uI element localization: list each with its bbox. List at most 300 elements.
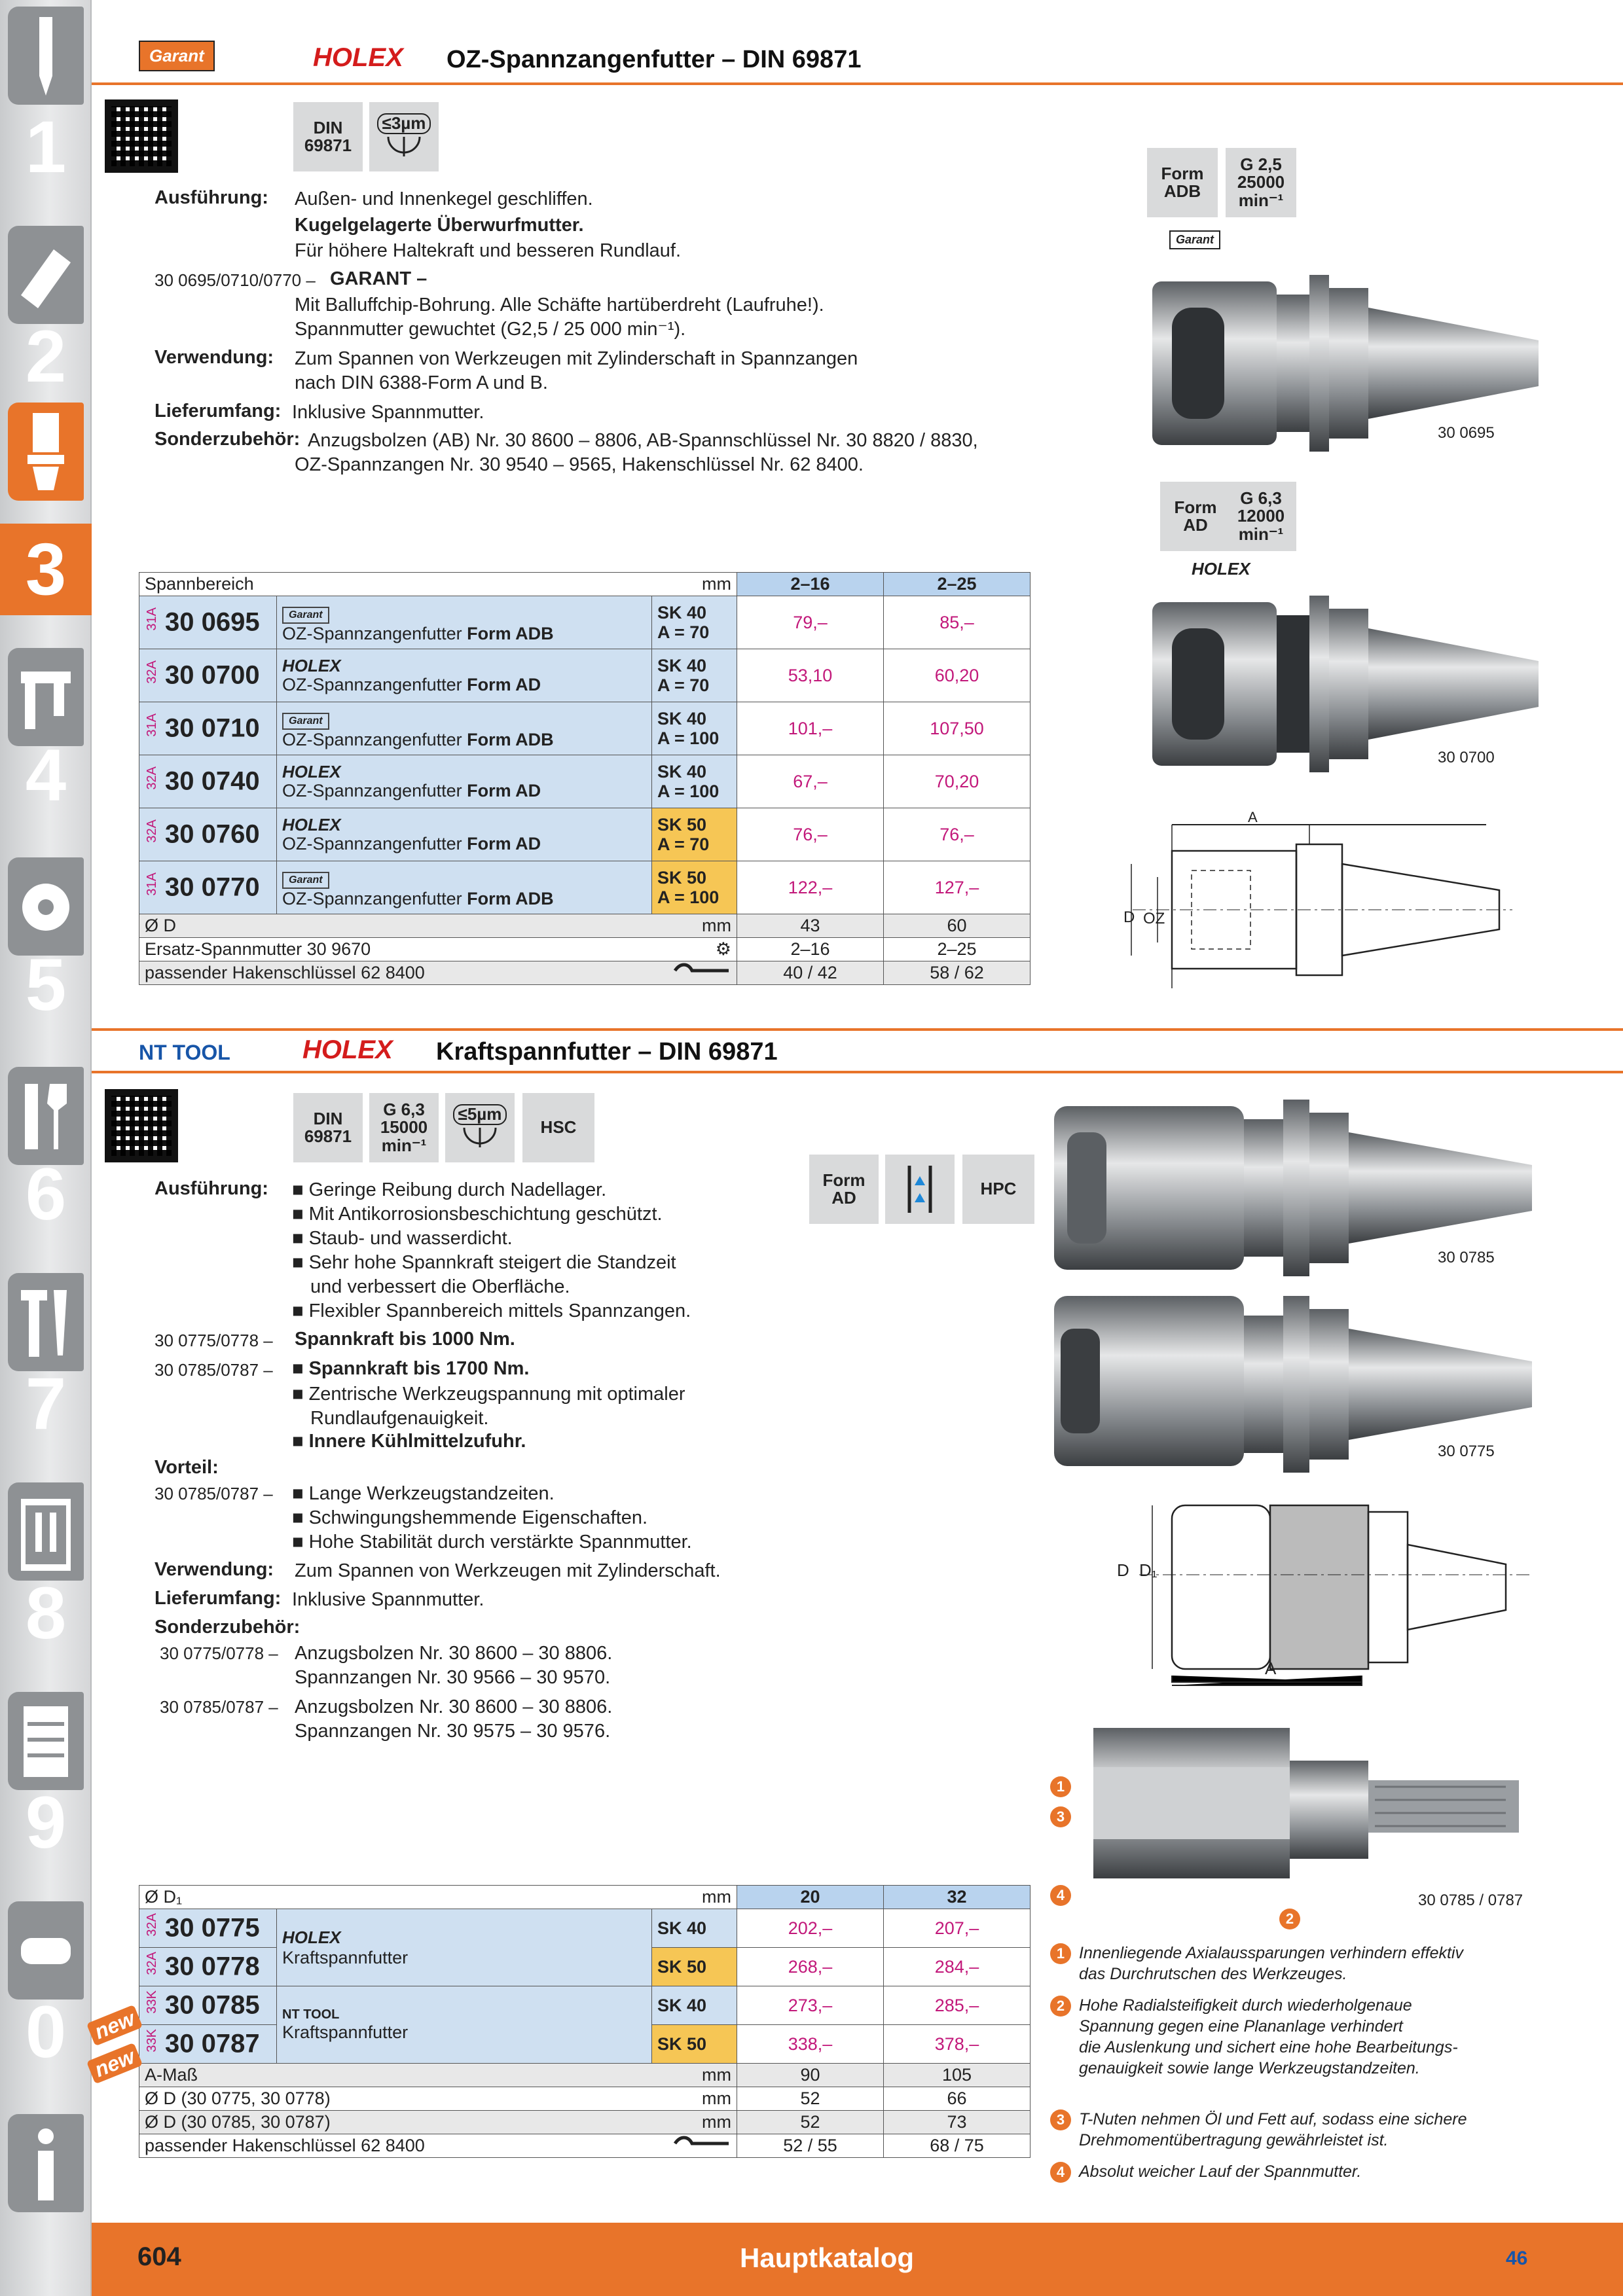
section1-rule: [92, 82, 1623, 85]
page-number: 604: [137, 2242, 181, 2271]
price-group-tag: 31A: [145, 872, 159, 896]
caption-1-line2: das Durchrutschen des Werkzeuges.: [1079, 1965, 1347, 1983]
chapter-number-3[interactable]: 3: [0, 524, 92, 615]
badge-runout: [369, 102, 439, 171]
text-sond1: Anzugsbolzen (AB) Nr. 30 8600 – 8806, AB-Spannschlüssel Nr. 30 8820 / 8830,: [308, 430, 978, 451]
new-badge-300787: new: [86, 2043, 143, 2085]
t1-foot-key-v2: 58 / 62: [884, 961, 1030, 985]
chapter-tab-insert[interactable]: [8, 226, 84, 324]
holex-brand-mark: HOLEX: [282, 762, 341, 781]
chapter-tab-cabinet[interactable]: [8, 1692, 84, 1790]
t1-foot-nut-v2: 2–25: [884, 938, 1030, 961]
pliers-icon: [21, 1283, 71, 1362]
product-name: OZ-Spannzangenfutter: [282, 834, 467, 853]
hook-wrench-icon-2: [672, 2136, 731, 2151]
chapter-tab-pliers[interactable]: [8, 1273, 84, 1371]
taper-size: SK 50: [652, 2025, 737, 2064]
text-verw2: nach DIN 6388-Form A und B.: [295, 372, 548, 393]
badge2-balance: G 6,3 15000 min⁻¹: [369, 1093, 439, 1162]
taper-size: SK 50: [657, 815, 707, 834]
label-sonderzubehoer: Sonderzubehör:: [155, 429, 301, 450]
product-name: OZ-Spannzangenfutter: [282, 623, 467, 643]
label-codes: 30 0695/0710/0770 –: [155, 270, 316, 290]
product-description: [282, 889, 646, 908]
product-form: Form ADB: [467, 888, 554, 908]
a-length: A = 70: [657, 622, 710, 642]
s2-c1t: Spannkraft bis 1000 Nm.: [295, 1329, 515, 1350]
internal-coolant-icon: [900, 1163, 939, 1215]
label2-sonderzubehoer: Sonderzubehör:: [155, 1617, 301, 1638]
holex-brand-mark: HOLEX: [282, 815, 341, 834]
product-form: Form AD: [467, 834, 541, 853]
t2-foot-d1-v2: 66: [884, 2087, 1030, 2111]
chapter-tab-safety[interactable]: [8, 1901, 84, 2000]
chapter-number-5[interactable]: 5: [25, 944, 67, 1026]
badge2-runout: [445, 1093, 515, 1162]
caption-4: [1050, 2161, 1361, 2183]
t2-foot-d1-label: Ø D (30 0775, 30 0778): [139, 2087, 652, 2111]
page-ref: 46: [1506, 2248, 1528, 2269]
article-cell[interactable]: [139, 755, 277, 808]
dimension-drawing-oz: [1120, 805, 1539, 1014]
price-group-tag: 31A: [145, 713, 159, 737]
toolcase-icon: [21, 1493, 71, 1571]
th-col1: 2–16: [737, 573, 884, 596]
footer-bar: [92, 2223, 1623, 2296]
callout-3: [1050, 1806, 1079, 1827]
label2-ausfuehrung: Ausführung:: [155, 1178, 268, 1199]
img1-garant-logo: Garant: [1169, 230, 1220, 249]
price-col2: 107,50: [884, 702, 1030, 755]
a-length: A = 100: [657, 781, 720, 801]
th-mm: mm: [652, 573, 737, 596]
product-name: OZ-Spannzangenfutter: [282, 781, 467, 800]
drill-icon: [21, 17, 71, 96]
chuck-cutaway-image: [1074, 1721, 1545, 1911]
s2-s1b: Spannzangen Nr. 30 9566 – 30 9570.: [295, 1667, 611, 1688]
price-col2: 70,20: [884, 755, 1030, 808]
product-description: [282, 675, 646, 694]
label-ausfuehrung: Ausführung:: [155, 187, 268, 208]
callout-1: [1050, 1776, 1079, 1797]
taper-size: SK 40: [657, 603, 707, 622]
img1-form-badge: Form ADB: [1147, 148, 1218, 217]
article-number[interactable]: 30 0778: [165, 1952, 260, 1981]
price-group-tag: 33K: [145, 1990, 159, 2014]
t1-foot-d-v1: 43: [737, 914, 884, 938]
price-group-tag: 32A: [145, 1913, 159, 1937]
chapter-number-4[interactable]: 4: [25, 734, 67, 816]
t2-foot-a-v1: 90: [737, 2064, 884, 2087]
s2-s1c: 30 0775/0778 –: [160, 1643, 278, 1663]
s2-c3: ■ Zentrische Werkzeugspannung mit optimaler: [292, 1384, 685, 1405]
table-row[interactable]: [139, 702, 1030, 755]
th2-col1: 20: [737, 1886, 884, 1909]
article-cell[interactable]: [139, 808, 277, 861]
taper-size: SK 50: [657, 868, 707, 888]
price-col2: 60,20: [884, 649, 1030, 702]
taper-cell: [652, 808, 737, 861]
article-number[interactable]: 30 0770: [165, 872, 260, 902]
article-number[interactable]: 30 0700: [165, 660, 260, 690]
article-cell[interactable]: [139, 1986, 277, 2025]
price-col2: 127,–: [884, 861, 1030, 914]
text-garant: GARANT –: [330, 268, 428, 289]
holex-brand-mark: HOLEX: [282, 1927, 341, 1947]
hook-wrench-icon: [672, 963, 731, 978]
caption-4-num: 4: [1050, 2162, 1071, 2183]
text-garant1: Mit Balluffchip-Bohrung. Alle Schäfte hartüberdreht (Laufruhe!).: [295, 295, 824, 315]
img2-article-no: 30 0700: [1438, 749, 1495, 766]
price-col2: 285,–: [884, 1986, 1030, 2025]
t1-foot-key-v1: 40 / 42: [737, 961, 884, 985]
t2-foot-key-v2: 68 / 75: [884, 2134, 1030, 2158]
article-cell[interactable]: [139, 1909, 277, 1948]
s2-b2: ■ Mit Antikorrosionsbeschichtung geschützt.: [292, 1204, 663, 1225]
caption-3-line2: Drehmomentübertragung gewährleistet ist.: [1079, 2131, 1389, 2149]
dim2-d-label: D: [1117, 1560, 1129, 1580]
text-ausf2: Kugelgelagerte Überwurfmutter.: [295, 215, 584, 236]
chapter-number-9[interactable]: 9: [25, 1782, 67, 1863]
price-group-tag: 32A: [145, 766, 159, 790]
description-cell: [277, 1986, 652, 2064]
t1-foot-nut-icon-cell: [652, 938, 737, 961]
badge2-din: DIN 69871: [293, 1093, 363, 1162]
callout-4: [1050, 1885, 1079, 1906]
caliper-icon: [21, 658, 71, 737]
label-verwendung: Verwendung:: [155, 347, 274, 368]
caption-3-num: 3: [1050, 2109, 1071, 2130]
label2-verwendung: Verwendung:: [155, 1559, 274, 1580]
holex-brand-mark: HOLEX: [282, 656, 341, 675]
nt-tool-logo: NT TOOL: [139, 1041, 230, 1064]
badge-din: DIN 69871: [293, 102, 363, 171]
garant-logo: Garant: [139, 41, 215, 71]
product-description: [282, 730, 646, 749]
description-cell: [277, 1909, 652, 1986]
caption-2-line4: genauigkeit sowie lange Werkzeugstandzeiten.: [1079, 2059, 1420, 2077]
dim2-a-label: A: [1265, 1659, 1277, 1678]
t2-foot-d2-v2: 73: [884, 2111, 1030, 2134]
caption-3: [1050, 2109, 1467, 2130]
chapter-tab-caliper[interactable]: [8, 648, 84, 746]
price-col1: 76,–: [737, 808, 884, 861]
price-group-tag: 31A: [145, 607, 159, 631]
taper-cell: [652, 861, 737, 914]
product-description: [282, 624, 646, 643]
text-sond2: OZ-Spannzangen Nr. 30 9540 – 9565, Hakenschlüssel Nr. 62 8400.: [295, 454, 864, 475]
img1-article-no: 30 0695: [1438, 424, 1495, 442]
s2-c2: 30 0785/0787 –: [155, 1360, 273, 1380]
qr-code-1[interactable]: [105, 99, 178, 173]
description-cell: [277, 702, 652, 755]
s2-c1: 30 0775/0778 –: [155, 1331, 273, 1350]
s2-v2: ■ Schwingungshemmende Eigenschaften.: [292, 1507, 648, 1528]
text-garant2: Spannmutter gewuchtet (G2,5 / 25 000 min⁻¹).: [295, 319, 686, 340]
t2-foot-d1-v1: 52: [737, 2087, 884, 2111]
table-row[interactable]: [139, 808, 1030, 861]
price-group-tag: 32A: [145, 660, 159, 684]
caption-3-line1: T-Nuten nehmen Öl und Fett auf, sodass eine sichere: [1079, 2110, 1467, 2128]
description-cell: [277, 649, 652, 702]
article-cell[interactable]: [139, 861, 277, 914]
caption-1: [1050, 1943, 1463, 1964]
description-cell: [277, 596, 652, 649]
runout2-gauge-icon: [460, 1125, 500, 1151]
s2-v0: 30 0785/0787 –: [155, 1484, 273, 1503]
article-cell[interactable]: [139, 702, 277, 755]
info-icon: [21, 2125, 71, 2203]
catalog-title: Hauptkatalog: [740, 2242, 915, 2273]
badge2-coolant: [885, 1155, 955, 1224]
taper-size: SK 40: [657, 762, 707, 781]
price-col1: 268,–: [737, 1948, 884, 1986]
chapter-tab-holder[interactable]: [8, 403, 84, 501]
label2-lieferumfang: Lieferumfang:: [155, 1588, 282, 1609]
t2-foot-key-v1: 52 / 55: [737, 2134, 884, 2158]
article-cell[interactable]: [139, 596, 277, 649]
img1-balance-badge: G 2,5 25000 min⁻¹: [1226, 148, 1296, 217]
chapter-number-1[interactable]: 1: [25, 106, 67, 188]
s2-s2c: 30 0785/0787 –: [160, 1697, 278, 1717]
section2-rule: [92, 1071, 1623, 1073]
t1-foot-key-icon-cell: [652, 961, 737, 985]
price-col2: 85,–: [884, 596, 1030, 649]
s2-s2a: Anzugsbolzen Nr. 30 8600 – 30 8806.: [295, 1696, 613, 1717]
taper-size: SK 40: [657, 709, 707, 728]
img3-article-no: 30 0785: [1438, 1249, 1495, 1266]
t1-foot-d-v2: 60: [884, 914, 1030, 938]
dim-oz-label: OZ: [1143, 910, 1165, 927]
section2-top-rule: [92, 1028, 1623, 1031]
table-row[interactable]: [139, 1909, 1030, 1948]
article-cell[interactable]: [139, 2025, 277, 2064]
caption-2-line3: die Auslenkung und sichert eine hohe Bearbeitungs-: [1079, 2038, 1458, 2056]
badge2-form: Form AD: [809, 1155, 879, 1224]
product-form: Form ADB: [467, 623, 554, 643]
chapter-number-7[interactable]: 7: [25, 1363, 67, 1444]
price-group-tag: 32A: [145, 1952, 159, 1975]
chapter-number-6[interactable]: 6: [25, 1153, 67, 1235]
s2-b5: ■ Flexibler Spannbereich mittels Spannzangen.: [292, 1300, 691, 1321]
section1-title: OZ-Spannzangenfutter – DIN 69871: [447, 46, 862, 73]
price-col1: 67,–: [737, 755, 884, 808]
caption-2-line2: Spannung gegen eine Plananlage verhindert: [1079, 2017, 1403, 2036]
s2-s1a: Anzugsbolzen Nr. 30 8600 – 30 8806.: [295, 1643, 613, 1664]
chapter-tab-drill[interactable]: [8, 7, 84, 105]
table-row[interactable]: [139, 1986, 1030, 2025]
wrench-icon: [21, 1077, 71, 1156]
callout-2: [1279, 1909, 1308, 1929]
taper-cell: [652, 702, 737, 755]
s2-b4: ■ Sehr hohe Spannkraft steigert die Standzeit: [292, 1252, 676, 1273]
caption-2-num: 2: [1050, 1996, 1071, 2017]
price-col1: 53,10: [737, 649, 884, 702]
description-cell: [277, 755, 652, 808]
t2-foot-d2-label: Ø D (30 0785, 30 0787): [139, 2111, 652, 2134]
cabinet-icon: [21, 1702, 71, 1781]
caption-1-line1: Innenliegende Axialaussparungen verhindern effektiv: [1079, 1944, 1463, 1962]
runout2-value: ≤5µm: [453, 1104, 507, 1124]
taper-cell: [652, 596, 737, 649]
product-name: Kraftspannfutter: [282, 1947, 409, 1967]
article-number[interactable]: 30 0740: [165, 766, 260, 796]
clamping-nut-icon: ⚙: [715, 939, 731, 959]
taper-size: SK 40: [652, 1909, 737, 1948]
article-number[interactable]: 30 0775: [165, 1913, 260, 1943]
img2-form-badge: Form AD: [1160, 482, 1231, 551]
taper-cell: [652, 649, 737, 702]
garant-brand-mark: Garant: [282, 713, 329, 730]
article-number[interactable]: 30 0695: [165, 607, 260, 637]
s2-b4b: und verbessert die Oberfläche.: [310, 1276, 570, 1297]
s2-verw: Zum Spannen von Werkzeugen mit Zylinderschaft.: [295, 1560, 721, 1581]
badge2-hsc: HSC: [522, 1093, 594, 1162]
s2-b1: ■ Geringe Reibung durch Nadellager.: [292, 1179, 607, 1200]
safety-goggles-icon: [21, 1912, 71, 1990]
t2-foot-a-label: A-Maß: [139, 2064, 652, 2087]
price-col1: 338,–: [737, 2025, 884, 2064]
img4-article-no: 30 0775: [1438, 1443, 1495, 1460]
insert-icon: [21, 236, 71, 315]
t1-foot-key-label: passender Hakenschlüssel 62 8400: [139, 961, 652, 985]
chapter-number-2[interactable]: 2: [25, 315, 67, 397]
chapter-number-0[interactable]: 0: [25, 1991, 67, 2073]
t2-foot-key-label: passender Hakenschlüssel 62 8400: [139, 2134, 652, 2158]
img2-holex-logo: HOLEX: [1192, 559, 1250, 579]
article-number[interactable]: 30 0785: [165, 1990, 260, 2020]
dim2-d1-label: D₁: [1139, 1560, 1158, 1580]
caption-2: [1050, 1995, 1412, 2017]
price-col1: 202,–: [737, 1909, 884, 1948]
s2-c2t: ■ Spannkraft bis 1700 Nm.: [292, 1358, 530, 1379]
caption-2-line1: Hohe Radialsteifigkeit durch wiederholgenaue: [1079, 1996, 1412, 2015]
product-form: Form ADB: [467, 729, 554, 749]
table-row[interactable]: [139, 649, 1030, 702]
article-number[interactable]: 30 0710: [165, 713, 260, 743]
price-col1: 273,–: [737, 1986, 884, 2025]
label-lieferumfang: Lieferumfang:: [155, 401, 282, 422]
description-cell: [277, 808, 652, 861]
price-group-tag: 32A: [145, 819, 159, 843]
price-group-tag: 33K: [145, 2029, 159, 2053]
price-col1: 101,–: [737, 702, 884, 755]
img2-balance-badge: G 6,3 12000 min⁻¹: [1226, 482, 1296, 551]
table-row[interactable]: [139, 861, 1030, 914]
text-ausf3: Für höhere Haltekraft und besseren Rundlauf.: [295, 240, 682, 261]
callout-1-num: 1: [1050, 1776, 1071, 1797]
table-row[interactable]: [139, 596, 1030, 649]
product-description: [282, 834, 646, 853]
dimension-drawing-kraft: [1113, 1486, 1545, 1695]
product-form: Form AD: [467, 781, 541, 800]
price-col1: 122,–: [737, 861, 884, 914]
price-col2: 76,–: [884, 808, 1030, 861]
th2-col2: 32: [884, 1886, 1030, 1909]
article-number[interactable]: 30 0787: [165, 2029, 260, 2058]
t1-foot-d-label: Ø D: [139, 914, 652, 938]
s2-c4: ■ Innere Kühlmittelzufuhr.: [292, 1431, 526, 1452]
runout-gauge-icon: [384, 134, 424, 160]
chapter-tab-saw[interactable]: [8, 857, 84, 956]
th-col2: 2–25: [884, 573, 1030, 596]
description-cell: [277, 861, 652, 914]
callout-2-num: 2: [1279, 1909, 1300, 1929]
product-name: OZ-Spannzangenfutter: [282, 729, 467, 749]
new-badge-300785: new: [86, 2005, 143, 2047]
dim-d-label: D: [1123, 908, 1135, 926]
t2-foot-key-icon-cell: [652, 2134, 737, 2158]
dim-a-label: A: [1248, 809, 1258, 825]
t2-foot-d1-unit: mm: [652, 2087, 737, 2111]
article-cell[interactable]: [139, 1948, 277, 1986]
qr-code-2[interactable]: [105, 1089, 178, 1162]
label2-vorteil: Vorteil:: [155, 1457, 219, 1478]
s2-lief: Inklusive Spannmutter.: [292, 1589, 484, 1610]
garant-brand-mark: Garant: [282, 872, 329, 889]
product-name: OZ-Spannzangenfutter: [282, 675, 467, 694]
toolholder-image-300700: [1146, 589, 1552, 772]
callout-3-num: 3: [1050, 1806, 1071, 1827]
price-col2: 284,–: [884, 1948, 1030, 1986]
price-col2: 378,–: [884, 2025, 1030, 2064]
badge2-hpc: HPC: [962, 1155, 1034, 1224]
t2-foot-d2-v1: 52: [737, 2111, 884, 2134]
taper-size: SK 40: [657, 656, 707, 675]
th-spannbereich: Spannbereich: [139, 573, 652, 596]
product-name: Kraftspannfutter: [282, 2022, 409, 2042]
chapter-sidebar: [0, 0, 92, 2296]
img5-article-no: 30 0785 / 0787: [1418, 1892, 1523, 1909]
product-name: OZ-Spannzangenfutter: [282, 888, 467, 908]
price-col2: 207,–: [884, 1909, 1030, 1948]
price-col1: 79,–: [737, 596, 884, 649]
th2-d1: Ø D₁: [139, 1886, 652, 1909]
t2-foot-a-unit: mm: [652, 2064, 737, 2087]
table-oz-chucks: [139, 572, 1030, 985]
a-length: A = 100: [657, 888, 720, 907]
runout-value: ≤3µm: [377, 113, 431, 134]
t2-foot-a-v2: 105: [884, 2064, 1030, 2087]
s2-c3b: Rundlaufgenauigkeit.: [310, 1408, 489, 1429]
chapter-tab-info[interactable]: [8, 2114, 84, 2212]
garant-brand-mark: Garant: [282, 607, 329, 624]
saw-blade-icon: [21, 868, 71, 946]
s2-b3: ■ Staub- und wasserdicht.: [292, 1228, 513, 1249]
t1-foot-nut-v1: 2–16: [737, 938, 884, 961]
product-description: [282, 781, 646, 800]
article-cell[interactable]: [139, 649, 277, 702]
a-length: A = 70: [657, 675, 710, 695]
holex-logo: HOLEX: [313, 43, 403, 72]
section2-title: Kraftspannfutter – DIN 69871: [436, 1038, 778, 1066]
caption-1-num: 1: [1050, 1943, 1071, 1964]
product-form: Form AD: [467, 675, 541, 694]
t1-foot-nut-label: Ersatz-Spannmutter 30 9670: [139, 938, 652, 961]
s2-v1: ■ Lange Werkzeugstandzeiten.: [292, 1483, 555, 1504]
article-number[interactable]: 30 0760: [165, 819, 260, 849]
chapter-tab-wrench[interactable]: [8, 1067, 84, 1165]
table-row[interactable]: [139, 755, 1030, 808]
th2-mm: mm: [652, 1886, 737, 1909]
taper-cell: [652, 755, 737, 808]
t1-foot-d-unit: mm: [652, 914, 737, 938]
text-ausf1: Außen- und Innenkegel geschliffen.: [295, 188, 593, 209]
text-lief: Inklusive Spannmutter.: [292, 402, 484, 423]
a-length: A = 100: [657, 728, 720, 748]
chapter-number-8[interactable]: 8: [25, 1572, 67, 1654]
chapter-tab-toolcase[interactable]: [8, 1482, 84, 1581]
